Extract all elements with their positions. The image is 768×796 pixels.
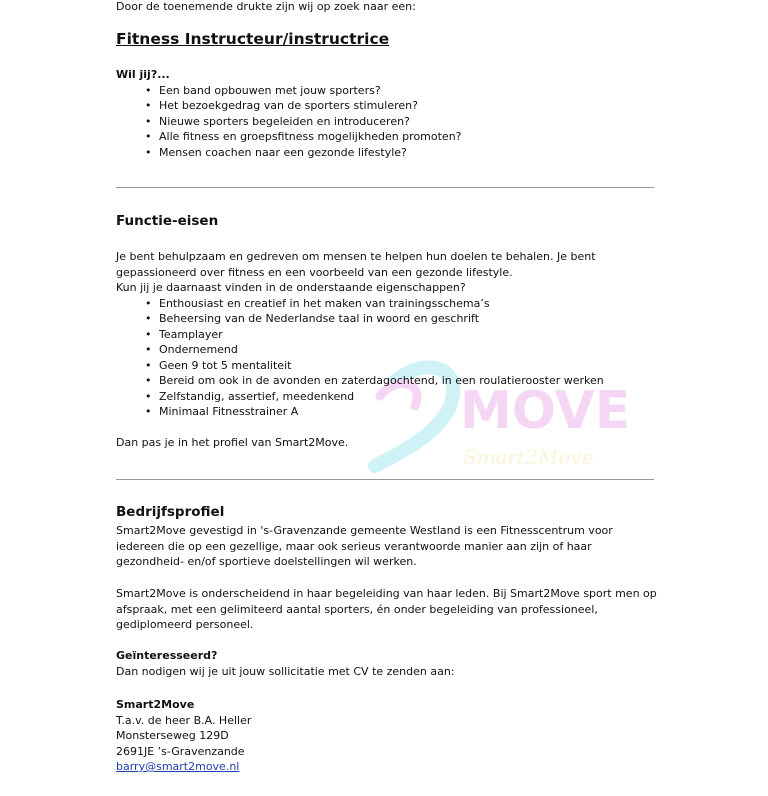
wil-jij-heading: Wil jij?...: [116, 68, 170, 81]
bedrijfsprofiel-heading: Bedrijfsprofiel: [116, 504, 225, 520]
functie-eisen-heading: Functie-eisen: [116, 213, 219, 229]
invite-text: Dan nodigen wij je uit jouw sollicitatie met CV te zenden aan:: [116, 664, 455, 678]
company-name: Smart2Move: [116, 698, 195, 711]
city-line: 2691JE ’s-Gravenzande: [116, 744, 245, 758]
list-item: • Ondernemend: [116, 342, 661, 358]
watermark-sub-text: Smart2Move: [463, 445, 594, 469]
bedrijfsprofiel-para: Smart2Move is onderscheidend in haar begeleiding van haar leden. Bij Smart2Move sport men op afspraak, met een gelimiteerd aantal sporters, én onder begeleiding van professioneel, gediplomeerd personeel.: [116, 587, 657, 631]
job-title: Fitness Instructeur/instructrice: [116, 30, 390, 48]
wil-jij-list: [116, 83, 462, 161]
functie-eisen-section: [116, 249, 661, 420]
list-item: • Zelfstandig, assertief, meedenkend: [116, 389, 661, 405]
intro-text: Door de toenemende drukte zijn wij op zoek naar een:: [116, 0, 416, 13]
street-line: Monsterseweg 129D: [116, 729, 229, 742]
list-item: • Een band opbouwen met jouw sporters?: [116, 83, 462, 99]
interest-heading: Geïnteresseerd?: [116, 649, 218, 662]
email-link[interactable]: barry@smart2move.nl: [116, 760, 240, 773]
list-item: • Enthousiast en creatief in het maken van trainingsschema’s: [116, 296, 661, 312]
list-item: • Teamplayer: [116, 327, 661, 343]
section-divider: [116, 479, 654, 480]
list-item: • Beheersing van de Nederlandse taal in woord en geschrift: [116, 311, 661, 327]
functie-eisen-para-line: gepassioneerd over fitness en een voorbeeld van een gezonde lifestyle.: [116, 265, 513, 279]
list-item: • Mensen coachen naar een gezonde lifestyle?: [116, 145, 462, 161]
functie-eisen-closing: Dan pas je in het profiel van Smart2Move.: [116, 436, 349, 449]
list-item: • Het bezoekgedrag van de sporters stimuleren?: [116, 98, 462, 114]
wil-jij-section: [116, 67, 462, 160]
contact-section: [116, 648, 455, 679]
list-item: • Geen 9 tot 5 mentaliteit: [116, 358, 661, 374]
list-item: • Alle fitness en groepsfitness mogelijkheden promoten?: [116, 129, 462, 145]
functie-eisen-list: [116, 296, 661, 420]
functie-eisen-para-line: Kun jij je daarnaast vinden in de onderstaande eigenschappen?: [116, 281, 466, 294]
functie-eisen-para-line: Je bent behulpzaam en gedreven om mensen te helpen hun doelen te behalen. Je bent: [116, 250, 596, 263]
watermark-move-text: MOVE: [460, 381, 631, 441]
address-block: [116, 697, 251, 775]
list-item: • Nieuwe sporters begeleiden en introduceren?: [116, 114, 462, 130]
list-item: • Bereid om ook in de avonden en zaterdagochtend, in een roulatierooster werken: [116, 373, 661, 389]
bedrijfsprofiel-para: Smart2Move gevestigd in 's-Gravenzande gemeente Westland is een Fitnesscentrum voor iedereen die op een gezellige, maar ook serieus verantwoorde manier aan zijn of haar gezondheid- en/of sportieve doelstellingen wil werken.: [116, 524, 613, 568]
section-divider: [116, 187, 654, 188]
attn-line: T.a.v. de heer B.A. Heller: [116, 713, 252, 727]
list-item: • Minimaal Fitnesstrainer A: [116, 404, 661, 420]
